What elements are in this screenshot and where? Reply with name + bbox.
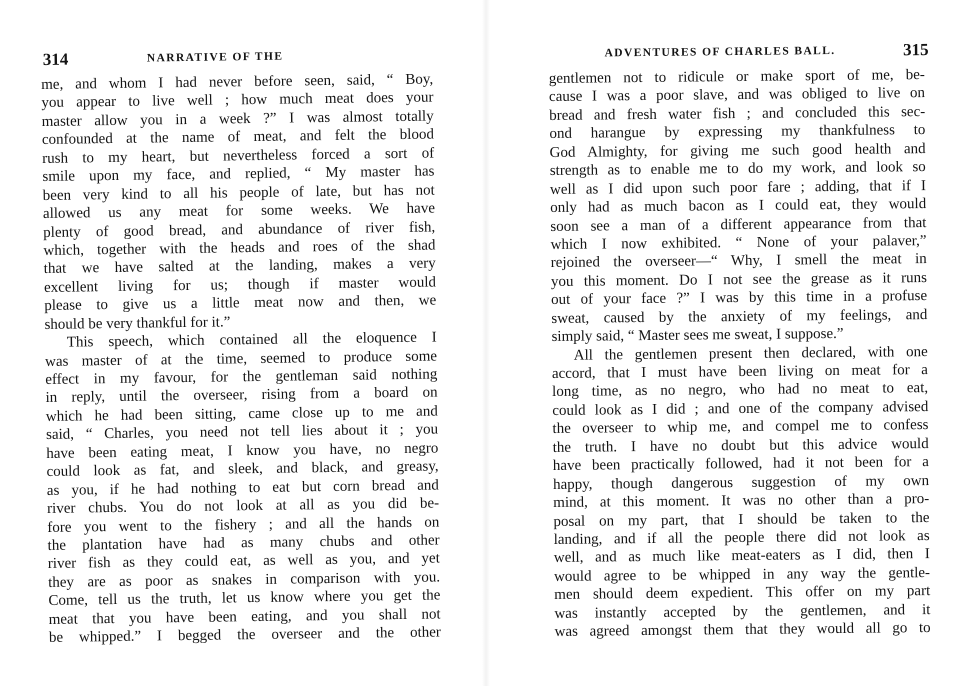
text-line: me, and whom I had never before seen, said, “ Boy, — [41, 71, 434, 93]
left-page-body — [41, 71, 441, 648]
text-line: was instantly accepted by the gentlemen, and it — [554, 601, 931, 622]
text-line: they are as poor as snakes in comparison with you. — [48, 569, 441, 591]
text-line: sweat, caused by the anxiety of my feelings, and — [551, 306, 928, 327]
text-line: soon see a man of a different appearance from that — [550, 214, 927, 235]
text-line: in reply, until the overseer, rising from a board on — [45, 384, 438, 407]
text-line: ond harangue by expressing my thankfulness to — [549, 122, 926, 143]
text-line: meat that you have been eating, and you shall not — [48, 606, 441, 628]
text-line: river chubs. You do not look at all as you did be- — [46, 495, 440, 518]
text-line: should be very thankful for it.” — [44, 314, 231, 333]
text-line: only had as much bacon as I could eat, they would — [550, 196, 927, 217]
text-line: fore you went to the fishery ; and all the hands on — [47, 513, 440, 536]
text-line: long time, as no negro, who had no meat to eat, — [552, 380, 929, 401]
text-line: which, together with the heads and roes of the shad — [43, 237, 436, 259]
text-line: posal on my part, that I should be taken to the — [553, 509, 930, 530]
book-gutter — [482, 0, 490, 686]
text-line: cause I was a poor slave, and was obliged to live on — [548, 85, 926, 106]
left-page — [40, 0, 441, 647]
text-line: plenty of good bread, and abundance of river fish, — [43, 219, 436, 241]
text-line: you this moment. Do I not see the grease as it runs — [550, 269, 928, 290]
text-line: well as I did upon such poor fare ; adding, that if I — [549, 177, 927, 198]
text-line: out of your face ?” I was by this time in a profuse — [551, 288, 928, 309]
text-line: landing, and if all the people there did not look as — [553, 527, 930, 548]
text-line: could look as I did ; and one of the company advised — [552, 398, 929, 419]
text-line: confounded at the name of meat, and felt the blood — [41, 126, 435, 149]
left-page-number: 314 — [42, 49, 69, 69]
text-line: Come, tell us the truth, let us know where you get the — [48, 587, 441, 610]
text-line: could look as fat, and sleek, and black, and greasy, — [46, 458, 439, 481]
text-line: allowed us any meat for some weeks. We have — [42, 200, 436, 223]
text-line: effect in my favour, for the gentleman said nothing — [45, 366, 438, 388]
right-running-head: ADVENTURES OF CHARLES BALL. — [604, 44, 836, 60]
right-page-body — [549, 66, 931, 641]
text-line: well, and as much like meat-eaters as I did, then I — [553, 546, 930, 567]
text-line: master allow you in a week ?” I was almost totally — [41, 108, 434, 130]
text-line: have been eating meat, I know you have, no negro — [46, 440, 439, 462]
text-line: please to give us a little meat now and then, we — [44, 292, 437, 315]
text-line: the truth. I have no doubt but this advice would — [552, 435, 929, 456]
right-page — [548, 0, 931, 641]
text-line: bread and fresh water fish ; and concluded this sec- — [549, 103, 926, 124]
text-line: be whipped.” I begged the overseer and the other — [48, 624, 441, 647]
left-running-head: NARRATIVE OF THE — [146, 50, 284, 65]
text-line: as you, if he had nothing to eat but corn bread and — [46, 477, 439, 499]
text-line: which I now exhibited. “ None of your palaver,” — [550, 232, 927, 253]
text-line: which he had been sitting, came close up to me and — [45, 403, 438, 425]
text-line: river fish as they could eat, as well as you, and yet — [47, 550, 440, 573]
text-line: All the gentlemen present then declared, with one — [573, 343, 928, 364]
text-line: strength as to enable me to do my work, and look so — [549, 159, 926, 180]
right-page-number: 315 — [902, 40, 929, 60]
text-line: you appear to live well ; how much meat does your — [41, 89, 434, 112]
text-line: accord, that I must have been living on meat for a — [551, 362, 928, 382]
text-line: God Almighty, for giving me such good health and — [549, 140, 926, 161]
text-line: would agree to be whipped in any way the gentle- — [553, 564, 931, 585]
text-line: excellent living for us; though if master would — [43, 274, 437, 296]
text-line: said, “ Charles, you need not tell lies about it ; you — [45, 421, 439, 444]
text-line: was agreed amongst them that they would all go to — [554, 620, 931, 641]
text-line: men should deem expedient. This offer on my part — [554, 583, 931, 604]
text-line: rush to my heart, but nevertheless forced a sort of — [42, 145, 435, 167]
text-line: happy, though dangerous suggestion of my own — [552, 472, 930, 493]
text-line: the plantation have had as many chubs and other — [47, 532, 440, 554]
text-line: simply said, “ Master sees me sweat, I suppose.” — [551, 326, 844, 346]
text-line: was master of at the time, seemed to produce some — [44, 348, 438, 370]
text-line: gentlemen not to ridicule or make sport of me, be- — [548, 67, 925, 87]
text-line: have been practically followed, had it not been for a — [552, 454, 929, 475]
text-line: the overseer to whip me, and compel me to confess — [552, 417, 929, 438]
text-line: This speech, which contained all the eloquence I — [66, 329, 437, 351]
text-line: smile upon my face, and replied, “ My master has — [42, 163, 435, 186]
text-line: mind, at this moment. It was no other than a pro- — [553, 491, 930, 512]
text-line: that we have salted at the landing, makes a very — [43, 255, 436, 278]
text-line: been very kind to all his people of late, but has not — [42, 182, 435, 204]
text-line: rejoined the overseer—“ Why, I smell the meat in — [550, 251, 927, 272]
